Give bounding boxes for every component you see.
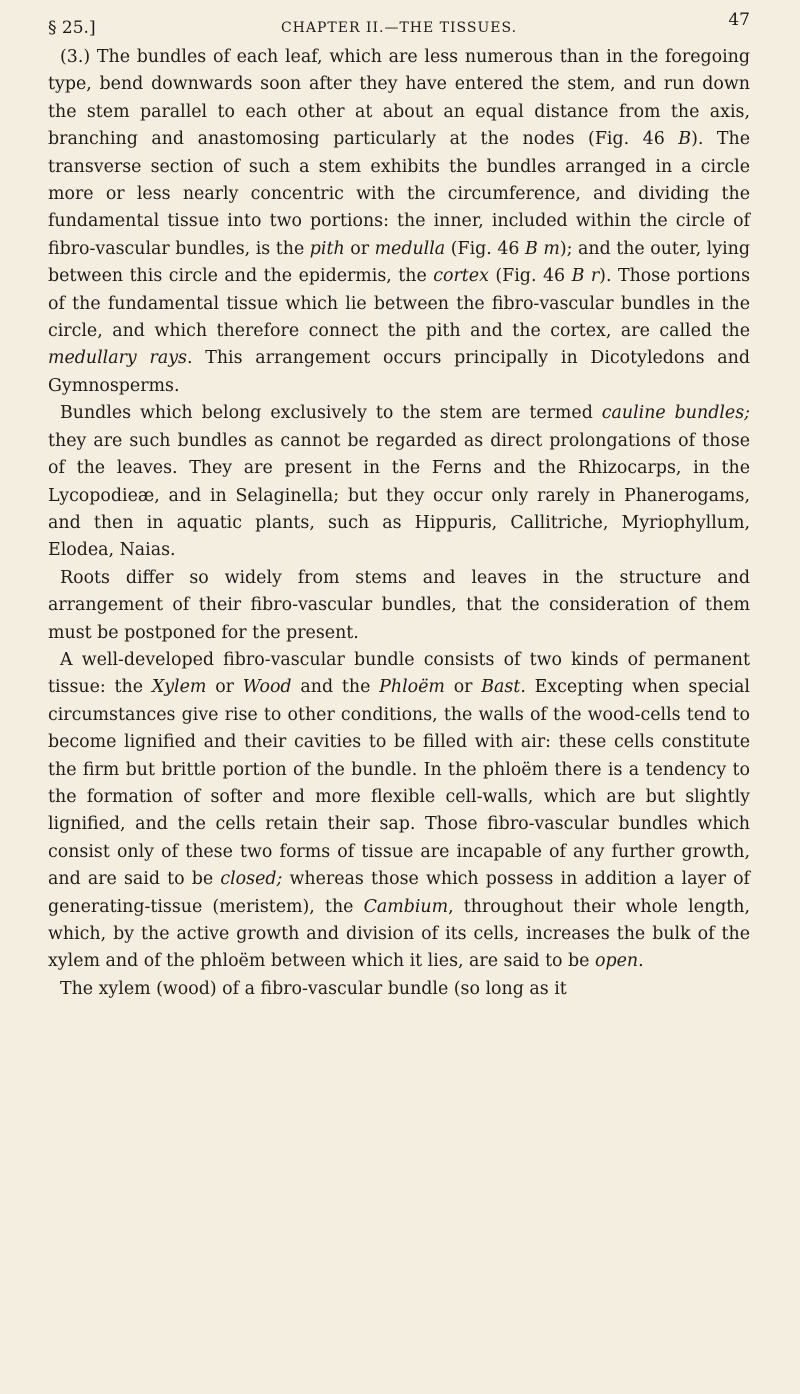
paragraph [48, 400, 750, 564]
text-run: or [206, 677, 243, 698]
italic-term: medullary rays [48, 348, 187, 369]
running-header [48, 10, 750, 40]
italic-term: cauline bundles; [601, 403, 750, 424]
italic-term: Wood [242, 677, 292, 698]
text-run: (Fig. 46 [445, 238, 525, 259]
text-run: ). The transverse section of such a stem exhibits the bundles arranged in a circle more or less nearly concentric with the circumference, and dividing the fundamental tissue into two portions: the inner, included within the circle of fibro-vascular bundles, is the [48, 129, 750, 259]
italic-term: Cambium [363, 896, 449, 917]
text-run: or [444, 677, 482, 698]
text-run: (Fig. 46 [488, 266, 572, 287]
text-run: Excepting when special circumstances give rise to other conditions, the walls of the wood-cells tend to become lignified and their cavities to be filled with air: these cells constitute the firm but brittle portion of the bundle. In the phloëm there is a tendency to the formation of softer and more flexible cell-walls, which are but slightly lignified, and the cells retain their sap. Those fibro-vascular bundles which consist only of these two forms of tissue are incapable of any further growth, and are said to be [48, 677, 750, 890]
text-run: ); and the outer, lying between this circle and the epidermis, the [48, 238, 750, 287]
body-text [48, 44, 750, 1003]
text-run: and the [291, 677, 380, 698]
text-run: . This arrangement occurs principally in Dicotyledons and Gymnosperms. [48, 348, 750, 396]
text-run: Bundles which belong exclusively to the stem are termed [60, 403, 602, 424]
italic-term: B [678, 129, 692, 150]
italic-term: pith [309, 238, 345, 259]
italic-term: Phloëm [379, 677, 445, 698]
paragraph [48, 647, 750, 976]
text-run: The xylem (wood) of a fibro-vascular bundle (so long as it [60, 978, 567, 999]
text-run: (3.) The bundles of each leaf, which are less numerous than in the foregoing type, bend downwards soon after they have entered the stem, and run down the stem parallel to each other at about an equal distance from the axis, branching and anastomosing particularly at the nodes (Fig. 46 [48, 47, 750, 150]
italic-term: Bast. [481, 677, 526, 698]
italic-term: medulla [374, 238, 446, 259]
text-run: Roots differ so widely from stems and leaves in the structure and arrangement of their fibro-vascular bundles, that the consideration of them must be postponed for the present. [48, 567, 750, 643]
italic-term: open [595, 951, 639, 972]
paragraph [48, 44, 750, 400]
italic-term: cortex [433, 266, 489, 287]
text-run: whereas those which possess in addition a layer of generating-tissue (meristem), the [48, 869, 750, 917]
text-run: ). Those portions of the fundamental tissue which lie between the fibro-vascular bundles in the circle, and which therefore connect the pith and the cortex, are called the [48, 266, 751, 342]
text-run: they are such bundles as cannot be regarded as direct prolongations of those of the leaves. They are present in the Ferns and the Rhizocarps, in the Lycopodieæ, and in Selaginella; but they occur only rarely in Phanerogams, and then in aquatic plants, such as Hippuris, Callitriche, Myriophyllum, Elodea, Naias. [48, 430, 750, 561]
page-number: 47 [728, 10, 750, 30]
italic-term: B m [525, 238, 560, 259]
text-run: . [638, 951, 644, 972]
italic-term: B r [571, 266, 600, 287]
italic-term: closed; [220, 869, 283, 890]
italic-term: Xylem [151, 677, 207, 698]
paragraph [48, 976, 750, 1003]
section-marker: § 25.] [48, 18, 96, 38]
text-run: or [344, 238, 375, 259]
text-run: A well-developed fibro-vascular bundle consists of two kinds of permanent tissue: the [48, 649, 750, 698]
text-run: , throughout their whole length, which, by the active growth and division of its cells, increases the bulk of the xylem and of the phloëm between which it lies, are said to be [48, 896, 750, 972]
running-title: CHAPTER II.—THE TISSUES. [280, 20, 518, 36]
paragraph [48, 565, 750, 647]
